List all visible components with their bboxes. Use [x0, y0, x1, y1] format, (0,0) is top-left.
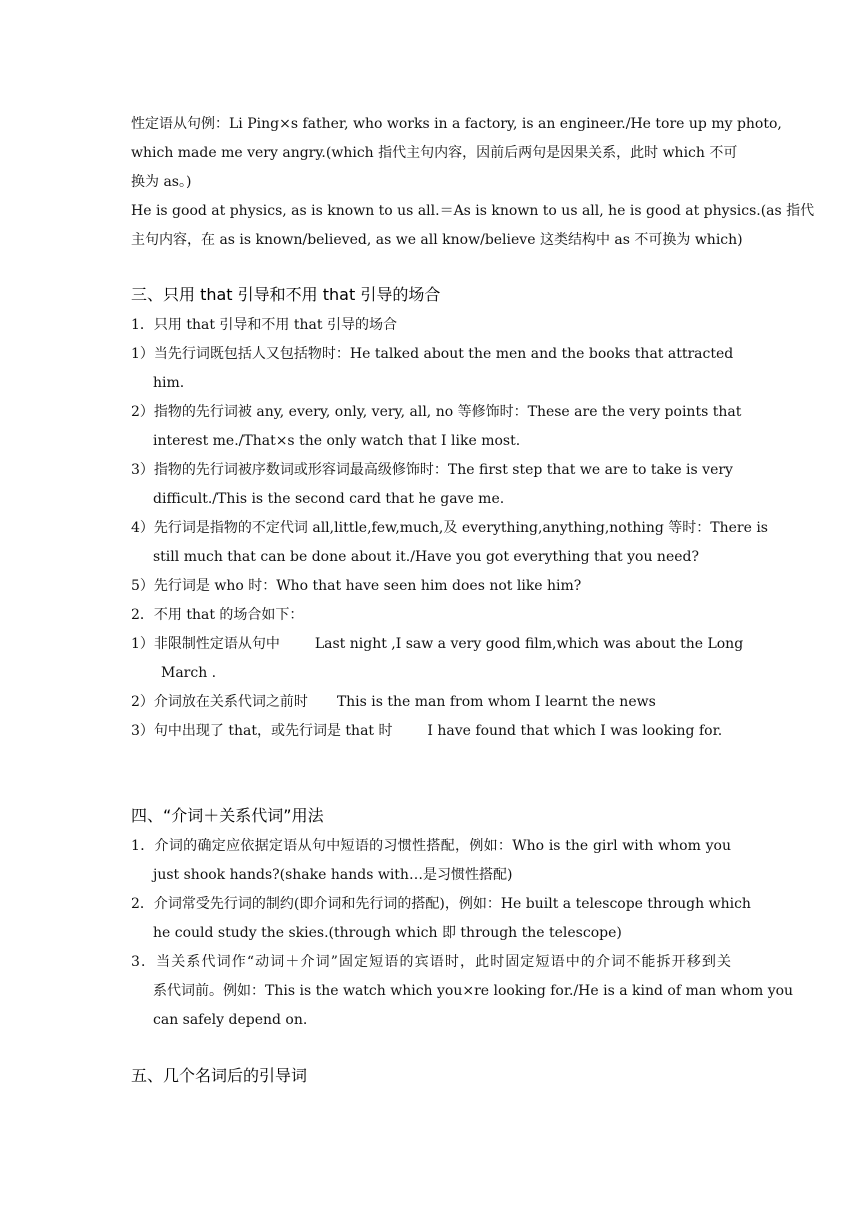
section-5-heading: 五、几个名词后的引导词 [131, 1066, 308, 1085]
no-that-item-2-label: 2）介词放在关系代词之前时 [131, 694, 308, 710]
no-that-item-1-text: Last night ,I saw a very good film,which was about the Long [314, 636, 744, 652]
section-4-heading: 四、“介词＋关系代词”用法 [131, 806, 324, 825]
no-that-item-2-text: This is the man from whom I learnt the news [336, 694, 656, 710]
no-that-item-2 [131, 693, 656, 711]
section-3-subheading-1: 1．只用 that 引导和不用 that 引导的场合 [131, 317, 397, 333]
no-that-item-1-cont: March . [161, 665, 217, 681]
section-3-subheading-2: 2．不用 that 的场合如下： [131, 607, 304, 623]
section-3-heading: 三、只用 that 引导和不用 that 引导的场合 [131, 285, 441, 304]
prep-item-1-cont: just shook hands?(shake hands with…是习惯性搭配) [153, 867, 513, 883]
prep-item-3-cont-2: can safely depend on. [153, 1012, 308, 1028]
no-that-item-1-label: 1）非限制性定语从句中 [131, 636, 280, 652]
intro-line-3: 换为 as。) [131, 174, 192, 190]
rule-item-3-cont: difficult./This is the second card that he gave me. [153, 491, 505, 507]
rule-item-4-cont: still much that can be done about it./Have you got everything that you need? [153, 549, 699, 565]
rule-item-1: 1）当先行词既包括人又包括物时：He talked about the men and the books that attracted [131, 346, 734, 362]
no-that-item-3-label: 3）句中出现了 that，或先行词是 that 时 [131, 723, 393, 739]
prep-item-2-cont: he could study the skies.(through which 即 through the telescope) [153, 925, 622, 941]
prep-item-1: 1．介词的确定应依据定语从句中短语的习惯性搭配，例如：Who is the girl with whom you [131, 838, 731, 854]
prep-item-3: 3．当关系代词作“动词＋介词”固定短语的宾语时，此时固定短语中的介词不能拆开移到关 [131, 954, 731, 970]
no-that-item-1 [131, 635, 743, 653]
rule-item-1-cont: him. [153, 375, 185, 391]
no-that-item-3 [131, 722, 722, 740]
rule-item-2: 2）指物的先行词被 any, every, only, very, all, no 等修饰时：These are the very points that [131, 404, 742, 420]
intro-line-5: 主句内容，在 as is known/believed, as we all know/believe 这类结构中 as 不可换为 which) [131, 232, 743, 248]
prep-item-2: 2．介词常受先行词的制约(即介词和先行词的搭配)，例如：He built a telescope through which [131, 896, 751, 912]
intro-line-4: He is good at physics, as is known to us all.＝As is known to us all, he is good at physics.(as 指代 [131, 203, 815, 219]
intro-line-2: which made me very angry.(which 指代主句内容，因前后两句是因果关系，此时 which 不可 [131, 145, 738, 161]
rule-item-5: 5）先行词是 who 时：Who that have seen him does not like him? [131, 578, 582, 594]
intro-line-1: 性定语从句例：Li Ping×s father, who works in a factory, is an engineer./He tore up my photo, [131, 116, 782, 132]
rule-item-4: 4）先行词是指物的不定代词 all,little,few,much,及 everything,anything,nothing 等时：There is [131, 520, 768, 536]
rule-item-2-cont: interest me./That×s the only watch that I like most. [153, 433, 521, 449]
no-that-item-3-text: I have found that which I was looking for. [427, 723, 723, 739]
prep-item-3-cont: 系代词前。例如：This is the watch which you×re looking for./He is a kind of man whom you [153, 983, 794, 999]
rule-item-3: 3）指物的先行词被序数词或形容词最高级修饰时：The first step that we are to take is very [131, 462, 733, 478]
